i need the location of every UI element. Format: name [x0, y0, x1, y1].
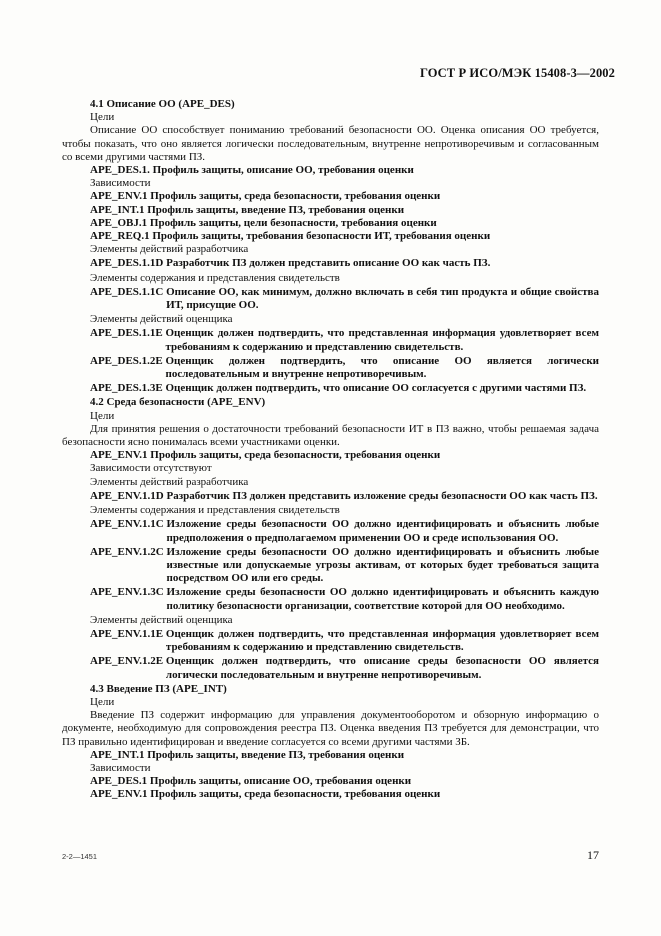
goals-label: Цели [90, 409, 115, 422]
element-text: Оценщик должен подтвердить, что описание среды безопасности ОО является логически последовательным и внутренне непротиворечивым. [165, 655, 599, 681]
evaluator-actions-label: Элементы действий оценщика [90, 613, 233, 626]
element-text: Оценщик должен подтвердить, что описание ОО является логически последовательным и внутренне непротиворечивым. [165, 354, 599, 381]
component-title: APE_DES.1. Профиль защиты, описание ОО, требования оценки [90, 164, 414, 177]
element-code: APE_DES.1.1C [90, 285, 167, 298]
element-text: Изложение среды безопасности ОО должно идентифицировать и объяснить любые известные или допускаемые угрозы активам, от которых будет требоваться защита посредством ОО или его среды. [166, 545, 599, 585]
goals-label: Цели [90, 111, 115, 124]
dependency-item: APE_DES.1 Профиль защиты, описание ОО, требования оценки [90, 775, 412, 788]
developer-actions-label: Элементы действий разработчика [90, 243, 249, 256]
goals-label: Цели [90, 695, 115, 708]
goals-text: Введение ПЗ содержит информацию для управления документооборотом и обзорную информацию о документе, необходимую для сопровождения реестра ПЗ. Оценка введения ПЗ требуется для демонстрации, что ПЗ правильно идентифицирован и введение согласуется со всеми другими частями ЗБ. [62, 709, 599, 748]
component-title: APE_INT.1 Профиль защиты, введение ПЗ, требования оценки [90, 748, 405, 761]
element-item [62, 628, 599, 654]
content-elements-label: Элементы содержания и представления свидетельств [90, 271, 340, 284]
page-content [62, 98, 599, 802]
print-code: 2-2—1451 [62, 852, 98, 861]
dependency-item: APE_ENV.1 Профиль защиты, среда безопасности, требования оценки [90, 788, 441, 801]
dependencies-label: Зависимости [90, 177, 151, 190]
element-item [62, 382, 599, 395]
element-item [62, 655, 599, 681]
element-code: APE_DES.1.3E [90, 382, 166, 395]
section-heading-4-2: 4.2 Среда безопасности (APE_ENV) [90, 396, 266, 409]
element-text: Изложение среды безопасности ОО должно идентифицировать и объяснить каждую политику безопасности организации, соответствие которой для ОО необходимо. [166, 586, 599, 612]
section-heading-4-3: 4.3 Введение ПЗ (APE_INT) [90, 682, 227, 695]
dependency-item: APE_REQ.1 Профиль защиты, требования безопасности ИТ, требования оценки [90, 230, 491, 243]
element-text: Описание ОО, как минимум, должно включать в себя тип продукта и общие свойства ИТ, присущие ОО. [166, 285, 599, 312]
document-title: ГОСТ Р ИСО/МЭК 15408-3—2002 [419, 66, 615, 80]
element-code: APE_ENV.1.2C [90, 545, 167, 558]
element-item [62, 586, 599, 612]
element-code: APE_ENV.1.1E [90, 627, 166, 640]
element-text: Оценщик должен подтвердить, что описание ОО согласуется с другими частями ПЗ. [165, 382, 587, 395]
component-title: APE_ENV.1 Профиль защиты, среда безопасности, требования оценки [90, 449, 441, 462]
goals-text: Для принятия решения о достаточности требований безопасности ИТ в ПЗ важно, чтобы решаемая задача безопасности ясно понималась всеми участниками оценки. [62, 422, 599, 449]
element-text: Разработчик ПЗ должен представить описание ОО как часть ПЗ. [166, 257, 491, 270]
element-code: APE_ENV.1.1C [90, 518, 167, 531]
element-code: APE_DES.1.2E [90, 354, 166, 367]
evaluator-actions-label: Элементы действий оценщика [90, 313, 233, 326]
element-text: Разработчик ПЗ должен представить изложение среды безопасности ОО как часть ПЗ. [166, 489, 598, 502]
dependencies-label: Зависимости отсутствуют [90, 462, 212, 475]
element-item [62, 518, 599, 544]
dependency-item: APE_OBJ.1 Профиль защиты, цели безопасности, требования оценки [90, 216, 437, 229]
dependency-item: APE_ENV.1 Профиль защиты, среда безопасности, требования оценки [90, 190, 441, 203]
section-heading-4-1: 4.1 Описание ОО (APE_DES) [90, 98, 235, 110]
element-item [62, 286, 599, 312]
content-elements-label: Элементы содержания и представления свидетельств [90, 504, 340, 517]
goals-text: Описание ОО способствует пониманию требований безопасности ОО. Оценка описания ОО требуется, чтобы показать, что оно является логически последовательным, внутренне непротиворечивым и согласованным со всеми другими частями ПЗ. [62, 124, 599, 163]
element-item [62, 546, 599, 586]
element-code: APE_ENV.1.3C [90, 586, 167, 599]
dependency-item: APE_INT.1 Профиль защиты, введение ПЗ, требования оценки [90, 203, 405, 216]
element-code: APE_ENV.1.2E [90, 655, 166, 668]
dependencies-label: Зависимости [90, 761, 151, 774]
element-text: Изложение среды безопасности ОО должно идентифицировать и объяснить любые предположения о предполагаемом применении ОО и среде использования ОО. [166, 518, 599, 544]
element-item [62, 327, 599, 353]
element-code: APE_DES.1.1E [90, 327, 166, 340]
element-item [62, 257, 599, 270]
element-code: APE_DES.1.1D [90, 257, 167, 270]
developer-actions-label: Элементы действий разработчика [90, 475, 249, 488]
element-code: APE_ENV.1.1D [90, 489, 167, 502]
element-text: Оценщик должен подтвердить, что представленная информация удовлетворяет всем требованиям к содержанию и представлению свидетельств. [165, 627, 599, 654]
element-item [62, 355, 599, 381]
element-item [62, 490, 599, 503]
element-text: Оценщик должен подтвердить, что представленная информация удовлетворяет всем требованиям к содержанию и представлению свидетельств. [165, 327, 599, 353]
page-number: 17 [587, 848, 599, 862]
